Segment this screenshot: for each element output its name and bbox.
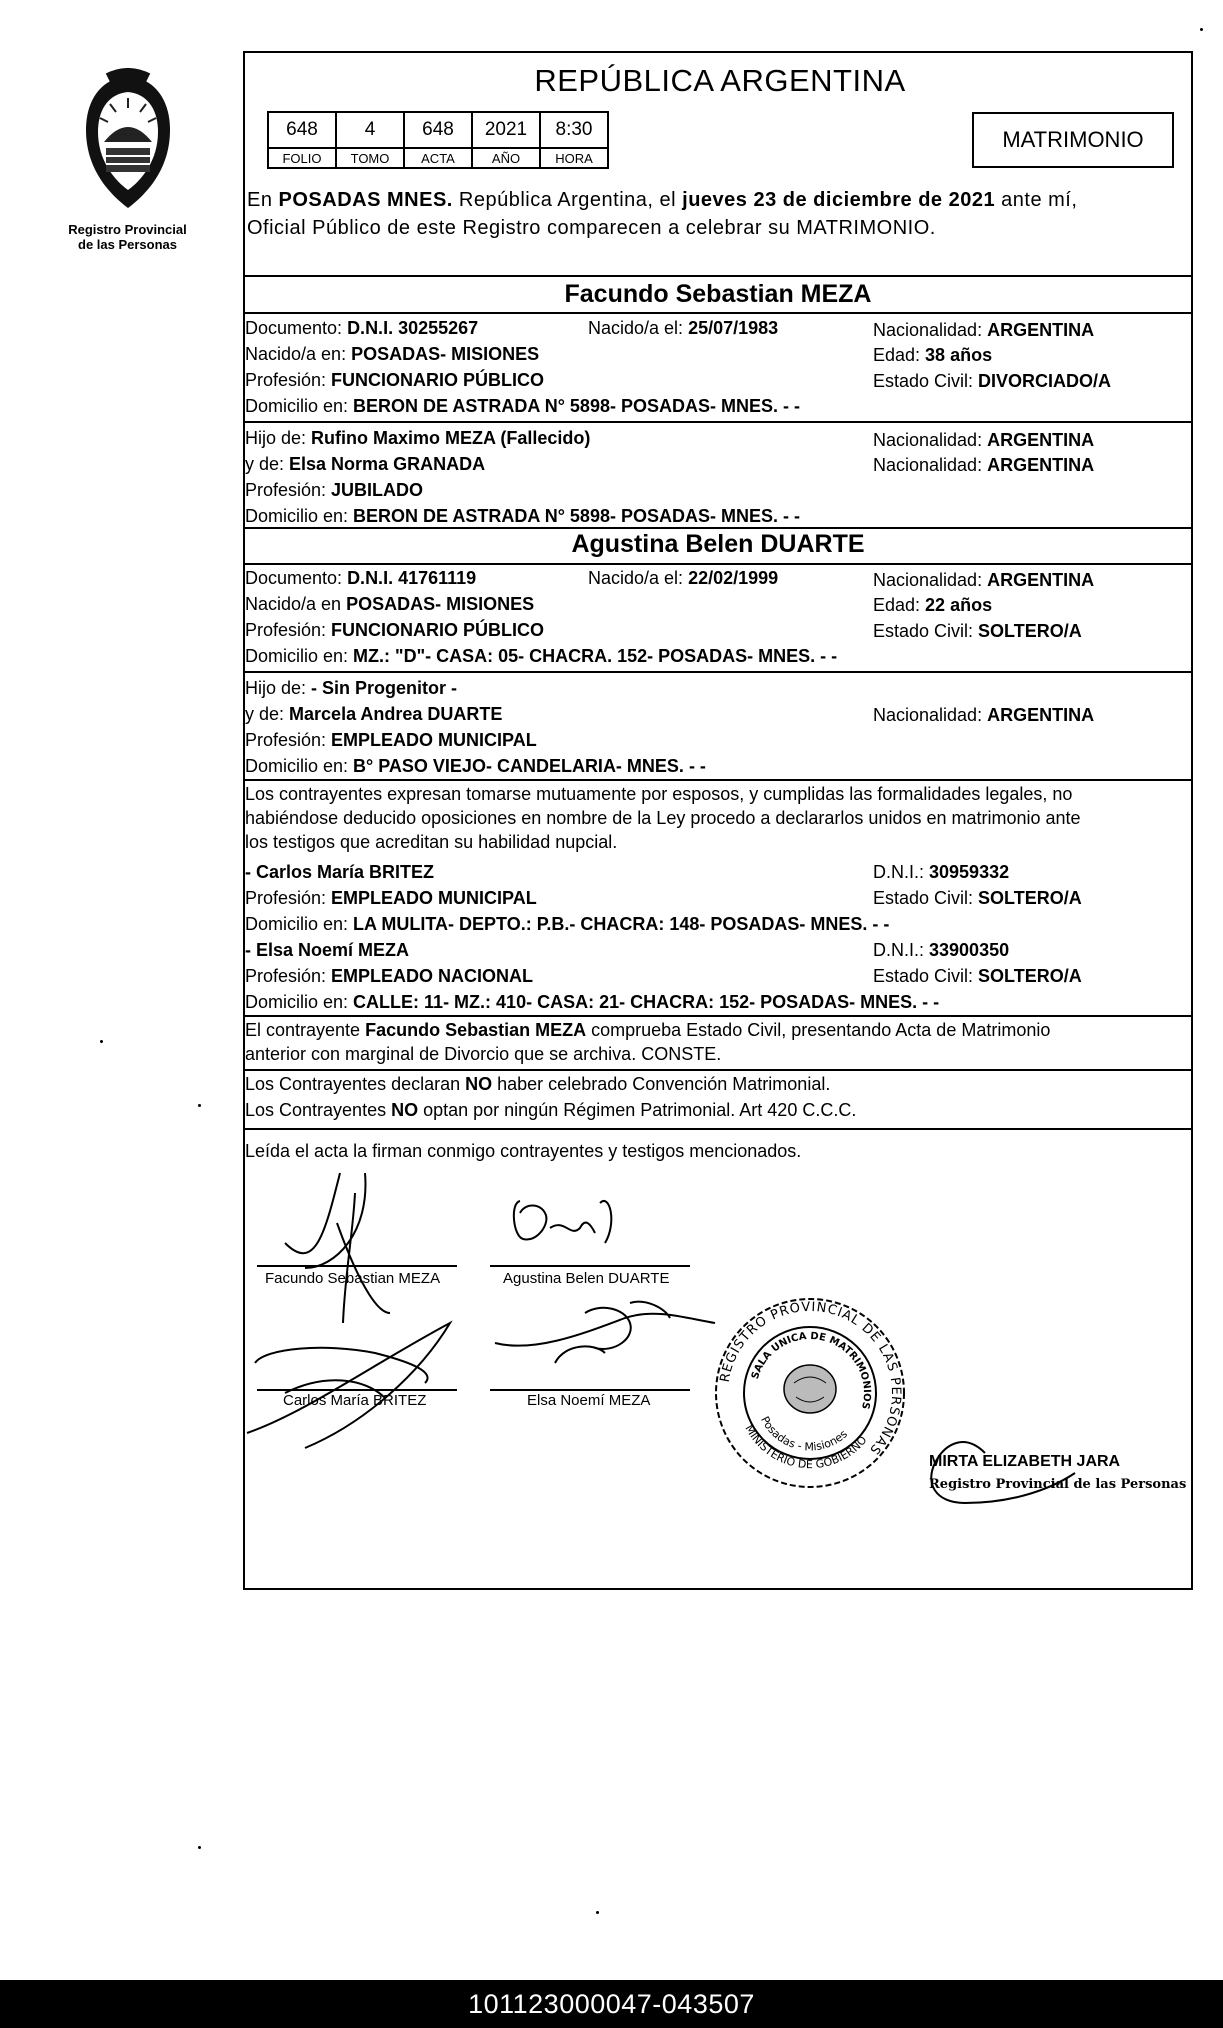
spouse2-father: Hijo de: - Sin Progenitor - xyxy=(245,678,458,698)
officer-organization: Registro Provincial de las Personas xyxy=(929,1477,1187,1492)
svg-text:REGISTRO PROVINCIAL DE LAS PER: REGISTRO PROVINCIAL DE LAS PERSONAS xyxy=(717,1299,904,1458)
act-type-box: MATRIMONIO xyxy=(972,112,1174,168)
acta-label: ACTA xyxy=(404,148,472,168)
spouse2-parents-profession: Profesión: EMPLEADO MUNICIPAL xyxy=(245,730,537,750)
spouse2-parents-address: Domicilio en: B° PASO VIEJO- CANDELARIA- MNES. - - xyxy=(245,756,706,776)
witness2-profession: Profesión: EMPLEADO NACIONAL xyxy=(245,966,534,986)
registry-logo xyxy=(60,68,195,252)
witness1-civil-status: Estado Civil: SOLTERO/A xyxy=(873,888,1082,908)
spouse1-father-nationality: Nacionalidad: ARGENTINA xyxy=(873,430,1095,450)
tomo-value: 4 xyxy=(336,112,404,148)
spouse1-age: Edad: 38 años xyxy=(873,345,993,365)
spouse2-mother: y de: Marcela Andrea DUARTE xyxy=(245,704,503,724)
spouse2-address: Domicilio en: MZ.: "D"- CASA: 05- CHACRA. 152- POSADAS- MNES. - - xyxy=(245,646,838,666)
spouse1-civil-status: Estado Civil: DIVORCIADO/A xyxy=(873,371,1112,391)
svg-text:Posadas - Misiones: Posadas - Misiones xyxy=(758,1414,850,1454)
scan-speck xyxy=(198,1104,201,1107)
registry-name: Registro Provincial de las Personas xyxy=(68,222,187,252)
closing-statement: Leída el acta la firman conmigo contrayentes y testigos mencionados. xyxy=(245,1141,802,1161)
scan-speck xyxy=(198,1846,201,1849)
witness1-dni: D.N.I.: 30959332 xyxy=(873,862,1010,882)
spouse1-birthdate: Nacido/a el: 25/07/1983 xyxy=(588,318,779,338)
witness2-civil-status: Estado Civil: SOLTERO/A xyxy=(873,966,1082,986)
spouse2-name: Agustina Belen DUARTE xyxy=(571,530,865,558)
folio-value: 648 xyxy=(268,112,336,148)
officer-name: MIRTA ELIZABETH JARA xyxy=(929,1453,1121,1470)
spouse2-civil-status: Estado Civil: SOLTERO/A xyxy=(873,621,1082,641)
spouse2-documento: Documento: D.N.I. 41761119 xyxy=(245,568,477,588)
signature-label-spouse1: Facundo Sebastian MEZA xyxy=(265,1270,441,1287)
acta-value: 648 xyxy=(404,112,472,148)
place: POSADAS MNES. xyxy=(278,189,453,211)
misiones-coat-of-arms-icon xyxy=(78,68,178,218)
folio-label: FOLIO xyxy=(268,148,336,168)
spouse1-address: Domicilio en: BERON DE ASTRADA N° 5898- POSADAS- MNES. - - xyxy=(245,396,800,416)
note-line-1: El contrayente Facundo Sebastian MEZA comprueba Estado Civil, presentando Acta de Matrimonio xyxy=(245,1020,1051,1040)
spouse1-father: Hijo de: Rufino Maximo MEZA (Fallecido) xyxy=(245,428,591,448)
spouse1-name: Facundo Sebastian MEZA xyxy=(564,280,872,308)
marriage-certificate xyxy=(243,51,1193,1590)
witness1-name: - Carlos María BRITEZ xyxy=(245,862,435,882)
note-line-2: anterior con marginal de Divorcio que se archiva. CONSTE. xyxy=(245,1044,722,1064)
declaration-line-1: Los contrayentes expresan tomarse mutuamente por esposos, y cumplidas las formalidades legales, no xyxy=(245,784,1073,804)
hora-label: HORA xyxy=(540,148,608,168)
intro-line-2: Oficial Público de este Registro comparecen a celebrar su MATRIMONIO. xyxy=(247,217,936,239)
spouse1-nationality: Nacionalidad: ARGENTINA xyxy=(873,320,1095,340)
declaration-line-3: los testigos que acreditan su habilidad nupcial. xyxy=(245,832,618,852)
witness2-dni: D.N.I.: 33900350 xyxy=(873,940,1010,960)
spouse1-mother: y de: Elsa Norma GRANADA xyxy=(245,454,486,474)
hora-value: 8:30 xyxy=(540,112,608,148)
scan-speck xyxy=(100,1040,103,1043)
signature-label-spouse2: Agustina Belen DUARTE xyxy=(503,1270,670,1287)
witness2-name: - Elsa Noemí MEZA xyxy=(245,940,410,960)
ceremony-date: jueves 23 de diciembre de 2021 xyxy=(682,189,996,211)
tomo-label: TOMO xyxy=(336,148,404,168)
spouse1-mother-nationality: Nacionalidad: ARGENTINA xyxy=(873,455,1095,475)
anio-label: AÑO xyxy=(472,148,540,168)
document-number-bar: 101123000047-043507 xyxy=(0,1980,1223,2028)
page-title: REPÚBLICA ARGENTINA xyxy=(534,63,906,98)
scan-speck xyxy=(1200,28,1203,31)
spouse1-parents-address: Domicilio en: BERON DE ASTRADA N° 5898- POSADAS- MNES. - - xyxy=(245,506,800,526)
anio-value: 2021 xyxy=(472,112,540,148)
spouse1-parents-profession: Profesión: JUBILADO xyxy=(245,480,424,500)
convention-line-1: Los Contrayentes declaran NO haber celebrado Convención Matrimonial. xyxy=(245,1074,831,1094)
spouse2-nationality: Nacionalidad: ARGENTINA xyxy=(873,570,1095,590)
spouse2-birthdate: Nacido/a el: 22/02/1999 xyxy=(588,568,779,588)
witness1-profession: Profesión: EMPLEADO MUNICIPAL xyxy=(245,888,537,908)
spouse1-profession: Profesión: FUNCIONARIO PÚBLICO xyxy=(245,370,545,390)
signature-label-witness1: Carlos María BRITEZ xyxy=(283,1392,427,1409)
spouse1-documento: Documento: D.N.I. 30255267 xyxy=(245,318,479,338)
intro-line-1: En POSADAS MNES. República Argentina, el jueves 23 de diciembre de 2021 ante mí, xyxy=(247,189,1078,211)
spouse2-mother-nationality: Nacionalidad: ARGENTINA xyxy=(873,705,1095,725)
spouse2-age: Edad: 22 años xyxy=(873,595,993,615)
svg-text:MINISTERIO DE GOBIERNO: MINISTERIO DE GOBIERNO xyxy=(742,1422,870,1472)
convention-line-2: Los Contrayentes NO optan por ningún Régimen Patrimonial. Art 420 C.C.C. xyxy=(245,1100,857,1120)
scan-speck xyxy=(596,1911,599,1914)
spouse2-birthplace: Nacido/a en POSADAS- MISIONES xyxy=(245,594,535,614)
witness1-address: Domicilio en: LA MULITA- DEPTO.: P.B.- CHACRA: 148- POSADAS- MNES. - - xyxy=(245,914,890,934)
signature-label-witness2: Elsa Noemí MEZA xyxy=(527,1392,651,1409)
spouse2-profession: Profesión: FUNCIONARIO PÚBLICO xyxy=(245,620,545,640)
svg-text:SALA UNICA DE MATRIMONIOS: SALA UNICA DE MATRIMONIOS xyxy=(749,1330,873,1411)
spouse1-birthplace: Nacido/a en: POSADAS- MISIONES xyxy=(245,344,540,364)
official-stamp-icon xyxy=(710,1293,910,1503)
declaration-line-2: habiéndose deducido oposiciones en nombre de la Ley procedo a declararlos unidos en matrimonio ante xyxy=(245,808,1081,828)
witness2-address: Domicilio en: CALLE: 11- MZ.: 410- CASA: 21- CHACRA: 152- POSADAS- MNES. - - xyxy=(245,992,940,1012)
